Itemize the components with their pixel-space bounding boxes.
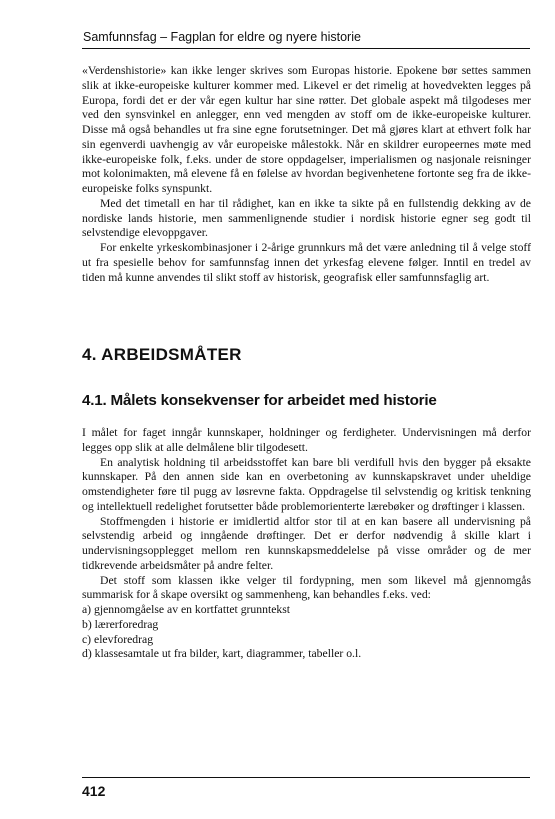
chapter-heading: 4. ARBEIDSMÅTER (82, 345, 242, 364)
section-text (82, 426, 531, 662)
paragraph: Med det timetall en har til rådighet, kan en ikke ta sikte på en fullstendig dekking av de nordiske lands historie, men sammenlignende studier i nordisk historie egner seg godt til selvstendige elevoppgaver. (82, 196, 531, 240)
intro-text (82, 64, 531, 285)
section-heading: 4.1. Målets konsekvenser for arbeidet med historie (82, 392, 437, 409)
page-number: 412 (82, 783, 106, 799)
list-item: c) elevforedrag (82, 632, 154, 646)
paragraph: For enkelte yrkeskombinasjoner i 2-årige grunnkurs må det være anledning til å velge stoff ut fra spesielle behov for samfunnsfag innen det yrkesfag elevene følger. Inntil en tredel av tiden må kunne anvendes til slikt stoff av historisk, geografisk eller samfunnsfaglig art. (82, 241, 531, 284)
paragraph: Det stoff som klassen ikke velger til fordypning, men som likevel må gjennomgås summarisk for å skape oversikt og sammenheng, kan behandles f.eks. ved: (82, 573, 531, 602)
list-item: b) lærerforedrag (82, 617, 159, 631)
method-list (82, 603, 531, 662)
footer-rule (82, 777, 530, 778)
paragraph: Stoffmengden i historie er imidlertid altfor stor til at en kan basere all undervisning på selvstendig arbeid og inngående drøftinger. Det er derfor nødvendig å skille klart i undervisningsopplegget mellom ren kunnskapsmeddelelse på visse områder og de mer tidkrevende arbeidsmåter på andre felter. (82, 514, 531, 572)
header-rule (82, 48, 530, 49)
list-item: a) gjennomgåelse av en kortfattet grunntekst (82, 603, 291, 616)
paragraph: I målet for faget inngår kunnskaper, holdninger og ferdigheter. Undervisningen må derfor legges opp slik at alle delmålene blir tilgodesett. (82, 426, 531, 454)
list-item: d) klassesamtale ut fra bilder, kart, diagrammer, tabeller o.l. (82, 647, 362, 661)
running-head: Samfunnsfag – Fagplan for eldre og nyere historie (83, 30, 361, 44)
paragraph: En analytisk holdning til arbeidsstoffet kan bare bli verdifull hvis den bygger på eksakte kunnskaper. På den annen side kan en overbetoning av kunnskapskravet under uheldige omstendigheter føre til pugg av løsrevne fakta. Oppdragelse til selvstendig og kritisk tenkning og intellektuell redelighet forutsetter både problemorienterte lærebøker og drøftinger i klassen. (82, 455, 531, 513)
paragraph: «Verdenshistorie» kan ikke lenger skrives som Europas historie. Epokene bør settes sammen slik at ikke-europeiske kulturer kommer med. Likevel er det rimelig at hovedvekten legges på Europa, fordi det er der vår egen kultur har sine røtter. Det globale aspekt må tilgodeses mer ved den synsvinkel en anlegger, enn ved mengden av stoff om de ikke-europeiske kulturer. Disse må også behandles ut fra sine egne forutsetninger. Det må gjøres klart at ethvert folk har sin egenverdi uavhengig av vår europeiske målestokk. Når en skildrer europeernes møte med ikke-europeiske folk, f.eks. under de store oppdagelser, imperialismen og nasjonale reisninger mot kolonimakten, må elevene få en følelse av hvordan begivenhetene fortonte seg fra de ikke-europeiske folks synspunkt. (82, 64, 531, 195)
